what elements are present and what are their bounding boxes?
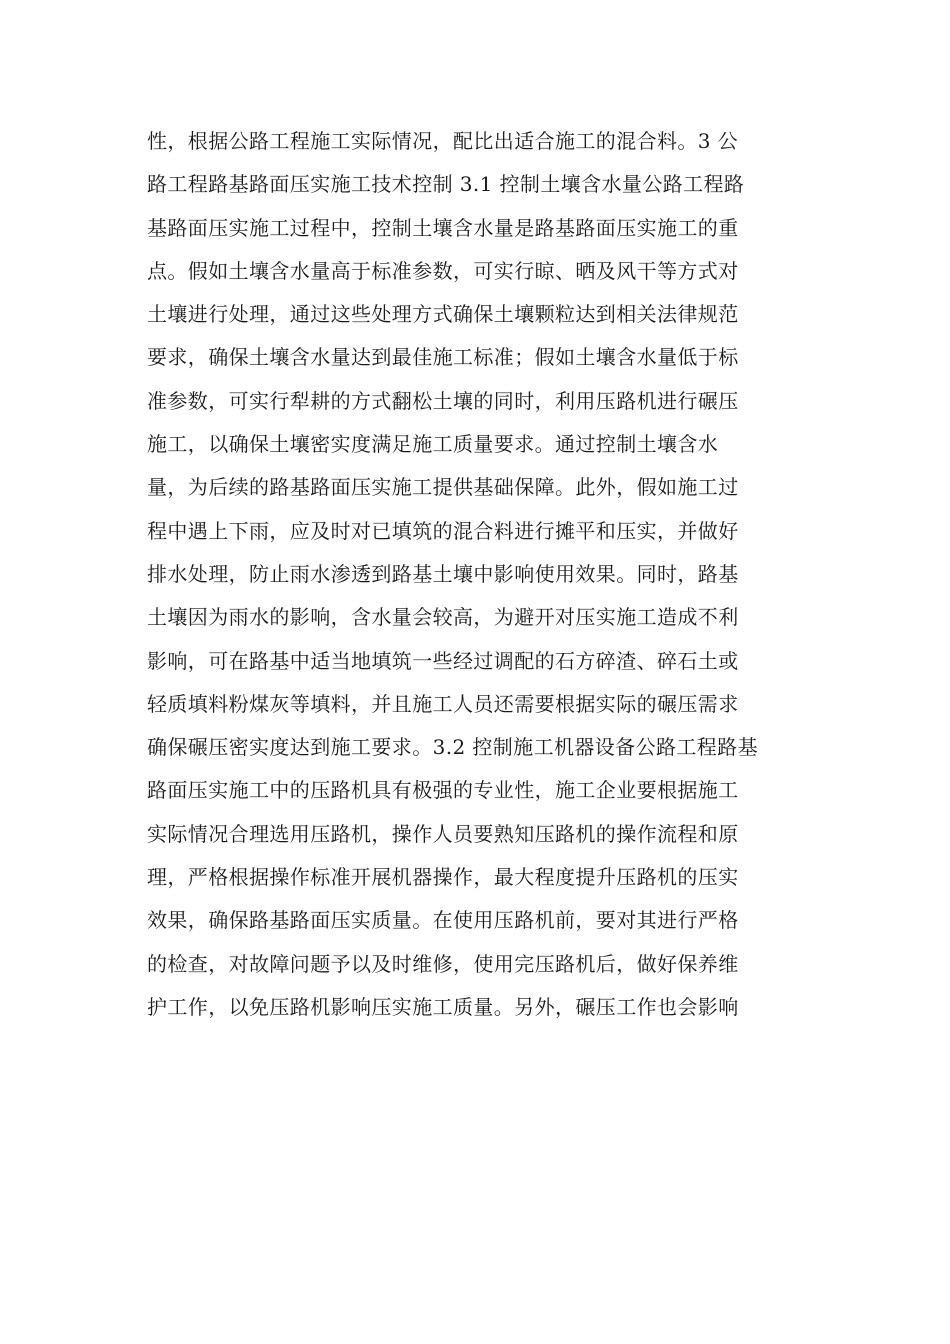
text-line-13: 影响，可在路基中适当地填筑一些经过调配的石方碎渣、碎石土或: [147, 648, 739, 673]
text-line-2: 路工程路基路面压实施工技术控制 3.1 控制土壤含水量公路工程路: [147, 172, 745, 197]
text-line-5: 土壤进行处理，通过这些处理方式确保土壤颗粒达到相关法律规范: [147, 302, 739, 327]
text-line-12: 土壤因为雨水的影响，含水量会较高，为避开对压实施工造成不利: [147, 605, 739, 630]
text-line-11: 排水处理，防止雨水渗透到路基土壤中影响使用效果。同时，路基: [147, 561, 739, 586]
text-line-17: 实际情况合理选用压路机，操作人员要熟知压路机的操作流程和原: [147, 821, 739, 846]
text-line-7: 准参数，可实行犁耕的方式翻松土壤的同时，利用压路机进行碾压: [147, 388, 739, 413]
text-line-14: 轻质填料粉煤灰等填料，并且施工人员还需要根据实际的碾压需求: [147, 691, 739, 716]
body-text: [147, 120, 807, 1029]
text-line-19: 效果，确保路基路面压实质量。在使用压路机前，要对其进行严格: [147, 908, 739, 933]
text-line-18: 理，严格根据操作标准开展机器操作，最大程度提升压路机的压实: [147, 865, 739, 890]
text-line-9: 量，为后续的路基路面压实施工提供基础保障。此外，假如施工过: [147, 475, 739, 500]
text-line-15: 确保碾压密实度达到施工要求。3.2 控制施工机器设备公路工程路基: [147, 735, 758, 760]
text-line-3: 基路面压实施工过程中，控制土壤含水量是路基路面压实施工的重: [147, 215, 739, 240]
text-line-1: 性，根据公路工程施工实际情况，配比出适合施工的混合料。3 公: [147, 129, 739, 153]
text-line-20: 的检查，对故障问题予以及时维修，使用完压路机后，做好保养维: [147, 951, 739, 976]
text-line-16: 路面压实施工中的压路机具有极强的专业性，施工企业要根据施工: [147, 778, 739, 803]
text-line-6: 要求，确保土壤含水量达到最佳施工标准；假如土壤含水量低于标: [147, 345, 739, 370]
text-line-10: 程中遇上下雨，应及时对已填筑的混合料进行摊平和压实，并做好: [147, 518, 739, 543]
text-line-8: 施工，以确保土壤密实度满足施工质量要求。通过控制土壤含水: [147, 432, 719, 457]
text-line-4: 点。假如土壤含水量高于标准参数，可实行晾、晒及风干等方式对: [147, 258, 739, 283]
text-line-21: 护工作，以免压路机影响压实施工质量。另外，碾压工作也会影响: [147, 994, 739, 1019]
